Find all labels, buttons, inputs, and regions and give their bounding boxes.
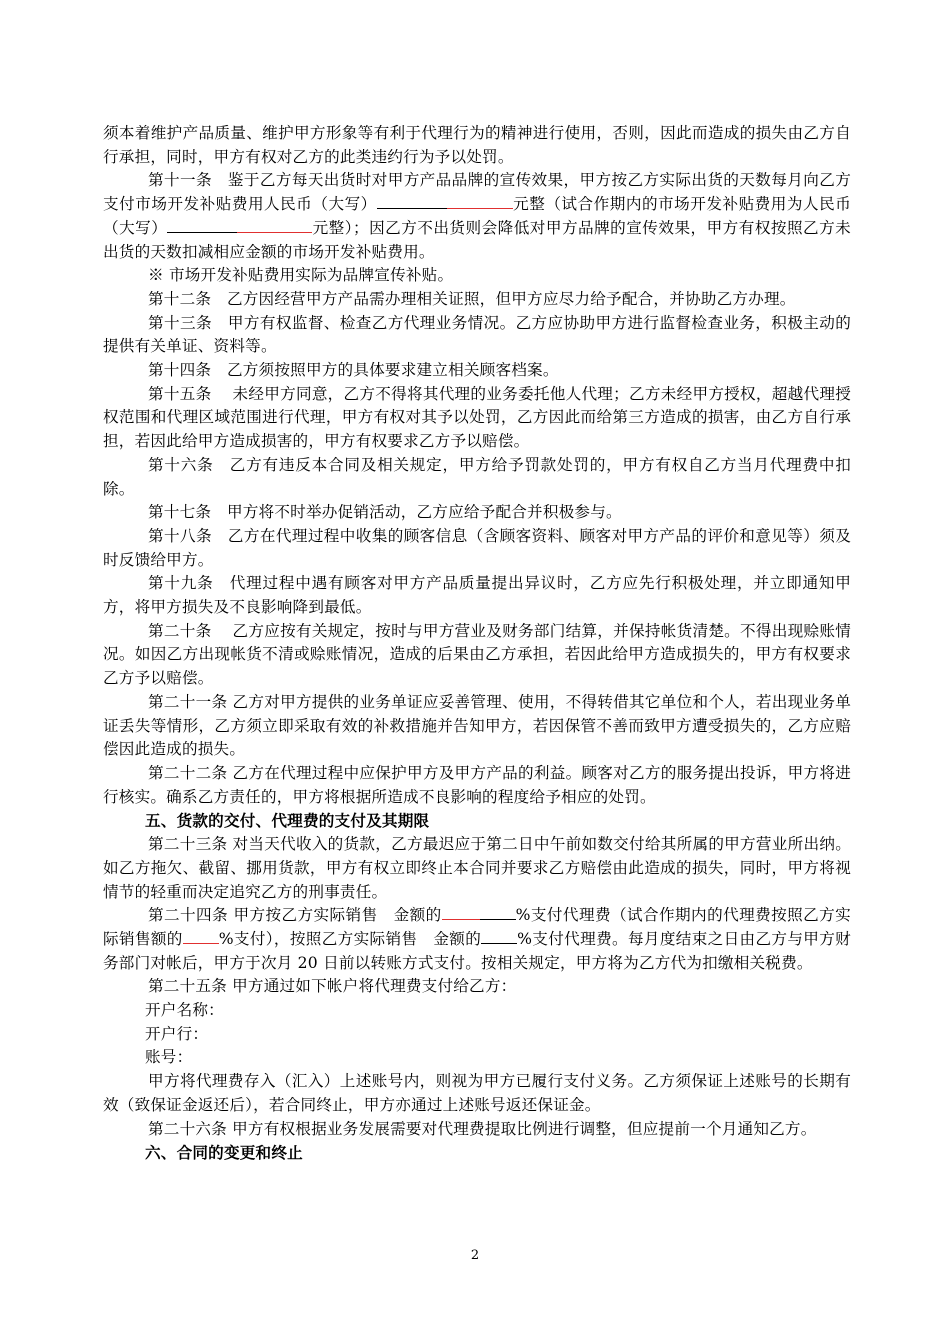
blank-field (167, 218, 237, 233)
blank-field (237, 218, 312, 233)
clause-11: 第十一条 鉴于乙方每天出货时对甲方产品品牌的宣传效果，甲方按乙方实际出货的天数每月向乙方支付市场开发补贴费用人民币（大写） 元整（试合作期内的市场开发补贴费用为人民币（大写） 元整）；因乙方不出货则会降低对甲方品牌的宣传效果，甲方有权按照乙方未出货的天数扣减相应金额的市场开发补贴费用。 (103, 171, 852, 261)
clause-13: 第十三条 甲方有权监督、检查乙方代理业务情况。乙方应协助甲方进行监督检查业务，积极主动的提供有关单证、资料等。 (103, 313, 851, 356)
section-heading-5: 五、货款的交付、代理费的支付及其期限 (145, 811, 430, 831)
note-subsidy: ※ 市场开发补贴费用实际为品牌宣传补贴。 (148, 266, 454, 285)
clause-19: 第十九条 代理过程中遇有顾客对甲方产品质量提出异议时，乙方应先行积极处理，并立即通知甲方，将甲方损失及不良影响降到最低。 (103, 574, 851, 617)
clause-17: 第十七条 甲方将不时举办促销活动，乙方应给予配合并积极参与。 (148, 503, 622, 522)
bank-label: 开户行： (145, 1024, 209, 1043)
blank-field (183, 929, 219, 944)
clause-14: 第十四条 乙方须按照甲方的具体要求建立相关顾客档案。 (148, 361, 559, 380)
blank-field (377, 194, 447, 209)
blank-field (481, 929, 517, 944)
clause-26: 第二十六条 甲方有权根据业务发展需要对代理费提取比例进行调整，但应提前一个月通知乙方。 (148, 1119, 817, 1138)
blank-field (447, 194, 513, 209)
clause-18: 第十八条 乙方在代理过程中收集的顾客信息（含顾客资料、顾客对甲方产品的评价和意见等）须及时反馈给甲方。 (103, 526, 851, 569)
page-number: 2 (470, 1248, 480, 1263)
paragraph-continuation: 须本着维护产品质量、维护甲方形象等有利于代理行为的精神进行使用，否则，因此而造成的损失由乙方自行承担，同时，甲方有权对乙方的此类违约行为予以处罚。 (103, 124, 851, 166)
clause-21: 第二十一条 乙方对甲方提供的业务单证应妥善管理、使用，不得转借其它单位和个人，若出现业务单证丢失等情形，乙方须立即采取有效的补救措施并告知甲方，若因保管不善而致甲方遭受损失的，乙方应赔偿因此造成的损失。 (103, 692, 851, 759)
blank-field (442, 905, 480, 920)
account-name-label: 开户名称： (145, 1001, 224, 1020)
payment-obligation: 甲方将代理费存入（汇入）上述账号内，则视为甲方已履行支付义务。乙方须保证上述账号的长期有效（致保证金返还后），若合同终止，甲方亦通过上述账号返还保证金。 (103, 1072, 851, 1114)
blank-field (480, 905, 516, 920)
clause-12: 第十二条 乙方因经营甲方产品需办理相关证照，但甲方应尽力给予配合，并协助乙方办理。 (148, 289, 796, 308)
clause-25: 第二十五条 甲方通过如下帐户将代理费支付给乙方： (148, 977, 517, 996)
clause-15: 第十五条 未经甲方同意，乙方不得将其代理的业务委托他人代理；乙方未经甲方授权，超越代理授权范围和代理区域范围进行代理，甲方有权对其予以处罚，乙方因此而给第三方造成的损害，由乙方自行承担，若因此给甲方造成损害的，甲方有权要求乙方予以赔偿。 (103, 384, 851, 451)
clause-16: 第十六条 乙方有违反本合同及相关规定，甲方给予罚款处罚的，甲方有权自乙方当月代理费中扣除。 (103, 455, 851, 498)
account-number-label: 账号： (145, 1048, 193, 1067)
section-heading-6: 六、合同的变更和终止 (145, 1143, 303, 1163)
document-body (103, 122, 851, 1165)
clause-20: 第二十条 乙方应按有关规定，按时与甲方营业及财务部门结算，并保持帐货清楚。不得出现赊账情况。如因乙方出现帐货不清或赊账情况，造成的后果由乙方承担，若因此给甲方造成损失的，甲方有权要求乙方予以赔偿。 (103, 621, 851, 688)
clause-23: 第二十三条 对当天代收入的货款，乙方最迟应于第二日中午前如数交付给其所属的甲方营业所出纳。如乙方拖欠、截留、挪用货款，甲方有权立即终止本合同并要求乙方赔偿由此造成的损失，同时，甲方将视情节的轻重而决定追究乙方的刑事责任。 (103, 835, 851, 901)
clause-22: 第二十二条 乙方在代理过程中应保护甲方及甲方产品的利益。顾客对乙方的服务提出投诉，甲方将进行核实。确系乙方责任的，甲方将根据所造成不良影响的程度给予相应的处罚。 (103, 763, 851, 806)
clause-24: 第二十四条 甲方按乙方实际销售 金额的 %支付代理费（试合作期内的代理费按照乙方实际销售额的 %支付），按照乙方实际销售 金额的 %支付代理费。每月度结束之日由乙方与甲方财务部门对帐后，甲方于次月 20 日前以转账方式支付。按相关规定，甲方将为乙方代为扣缴相关税费。 (103, 906, 851, 972)
